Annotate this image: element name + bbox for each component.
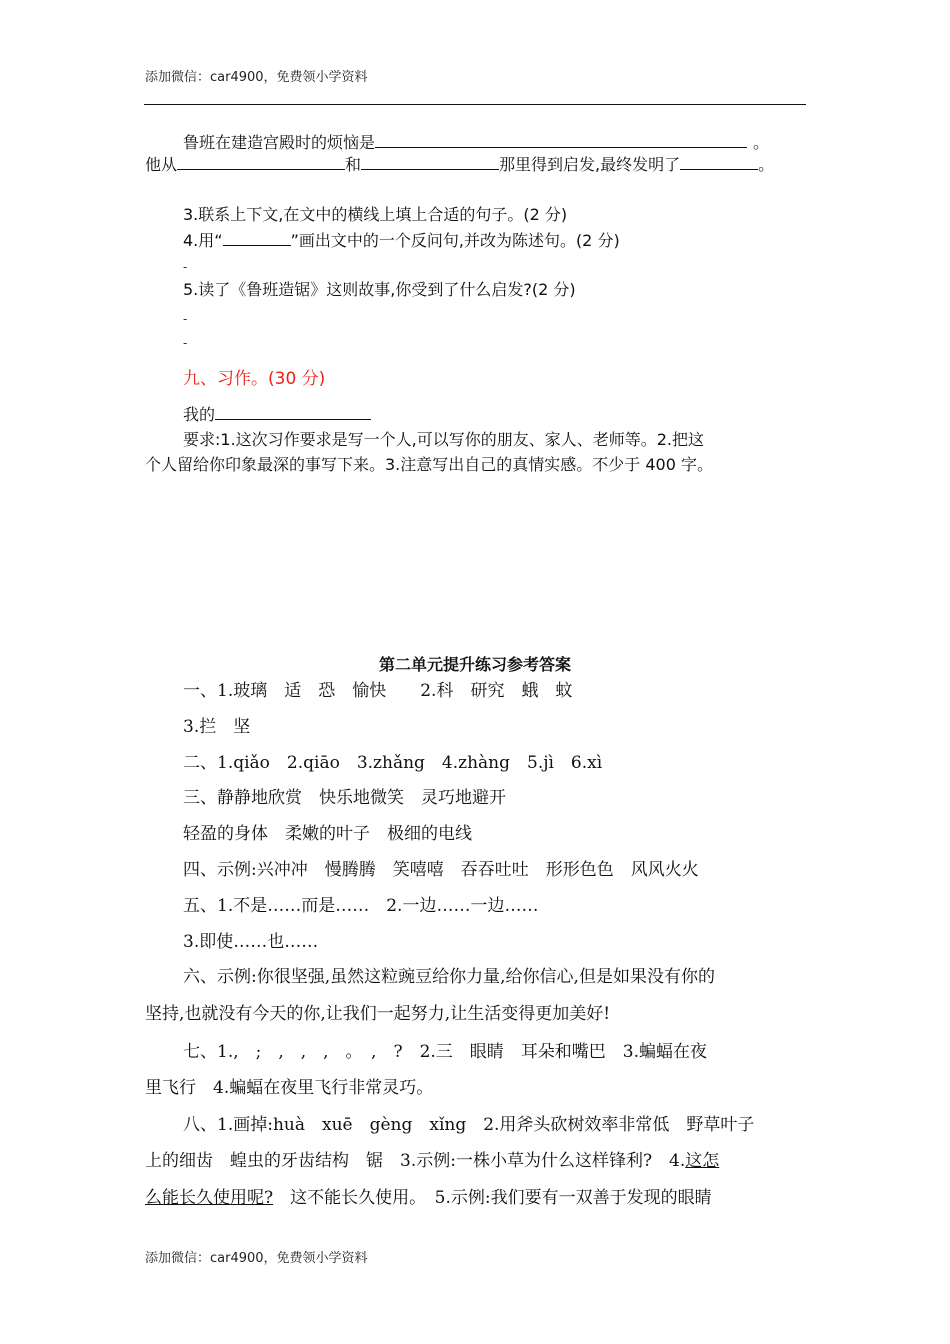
answer-8-line3 [145,1183,712,1208]
q2-blank-source1[interactable] [177,152,345,170]
q2-line1 [183,130,769,153]
answer-8-underlined-start: 这怎 [685,1151,720,1171]
q4-prefix: 4.用“ [183,231,223,250]
header-note: 添加微信：car4900，免费领小学资料 [145,70,368,85]
composition-topic [183,402,371,425]
answer-2: 二、1.qiǎo 2.qiāo 3.zhǎng 4.zhàng 5.jì 6.xì [183,753,603,773]
dash-marker: - [183,312,188,326]
q2-line2-mid: 和 [345,155,362,174]
answers-title: 第二单元提升练习参考答案 [378,655,571,674]
answer-7-line2: 里飞行 4.蝙蝠在夜里飞行非常灵巧。 [145,1078,434,1098]
composition-topic-blank[interactable] [215,402,371,420]
dash-marker: - [183,260,188,274]
answer-8-line1: 八、1.画掉:huà xuē gèng xǐng 2.用斧头砍树效率非常低 野草叶子 [183,1115,755,1135]
q2-blank-source2[interactable] [361,152,499,170]
answer-8-line2-text: 上的细齿 蝗虫的牙齿结构 锯 3.示例:一株小草为什么这样锋利? 4. [145,1151,686,1171]
composition-topic-prefix: 我的 [183,405,216,424]
answer-7-line1: 七、1., ; , , , 。 , ? 2.三 眼睛 耳朵和嘴巴 3.蝙蝠在夜 [183,1042,708,1062]
q2-line1-suffix: 。 [753,133,770,152]
header-divider [144,104,806,105]
q4-line [183,228,620,251]
answer-5: 五、1.不是……而是…… 2.一边……一边…… [183,896,539,916]
answer-1b: 3.拦 坚 [183,717,251,737]
answer-4: 四、示例:兴冲冲 慢腾腾 笑嘻嘻 吞吞吐吐 形形色色 风风火火 [183,860,699,880]
answer-3: 三、静静地欣赏 快乐地微笑 灵巧地避开 [183,788,506,808]
section9-title: 九、习作。(30 分) [183,369,326,389]
dash-marker: - [183,336,188,350]
q2-blank-trouble[interactable] [375,130,747,148]
q5-text: 5.读了《鲁班造锯》这则故事,你受到了什么启发?(2 分) [183,280,576,299]
answer-8-underlined-end: 么能长久使用呢? [145,1188,274,1208]
composition-requirement-line2: 个人留给你印象最深的事写下来。3.注意写出自己的真情实感。不少于 400 字。 [145,455,713,474]
q2-line2-suffix: 。 [758,155,775,174]
answer-6-line2: 坚持,也就没有今天的你,让我们一起努力,让生活变得更加美好! [145,1004,611,1024]
q3-text: 3.联系上下文,在文中的横线上填上合适的句子。(2 分) [183,205,568,224]
answer-5b: 3.即使……也…… [183,932,319,952]
footer-note: 添加微信：car4900，免费领小学资料 [145,1251,368,1266]
q4-suffix: ”画出文中的一个反问句,并改为陈述句。(2 分) [290,231,620,250]
answer-1: 一、1.玻璃 适 恐 愉快 2.科 研究 蛾 蚊 [183,681,573,701]
composition-requirement-line1: 要求:1.这次习作要求是写一个人,可以写你的朋友、家人、老师等。2.把这 [183,430,705,449]
q2-line2 [145,152,774,175]
answer-6-line1: 六、示例:你很坚强,虽然这粒豌豆给你力量,给你信心,但是如果没有你的 [183,967,715,987]
q2-line2-mid2: 那里得到启发,最终发明了 [499,155,681,174]
q2-line1-prefix: 鲁班在建造宫殿时的烦恼是 [183,133,376,152]
answer-8-line2 [145,1146,719,1171]
q2-line2-prefix: 他从 [145,155,178,174]
q4-blank[interactable] [223,228,291,246]
answer-8-line3-text: 这不能长久使用。 5.示例:我们要有一双善于发现的眼睛 [273,1188,712,1208]
answer-3b: 轻盈的身体 柔嫩的叶子 极细的电线 [183,824,472,844]
q2-blank-invention[interactable] [680,152,758,170]
